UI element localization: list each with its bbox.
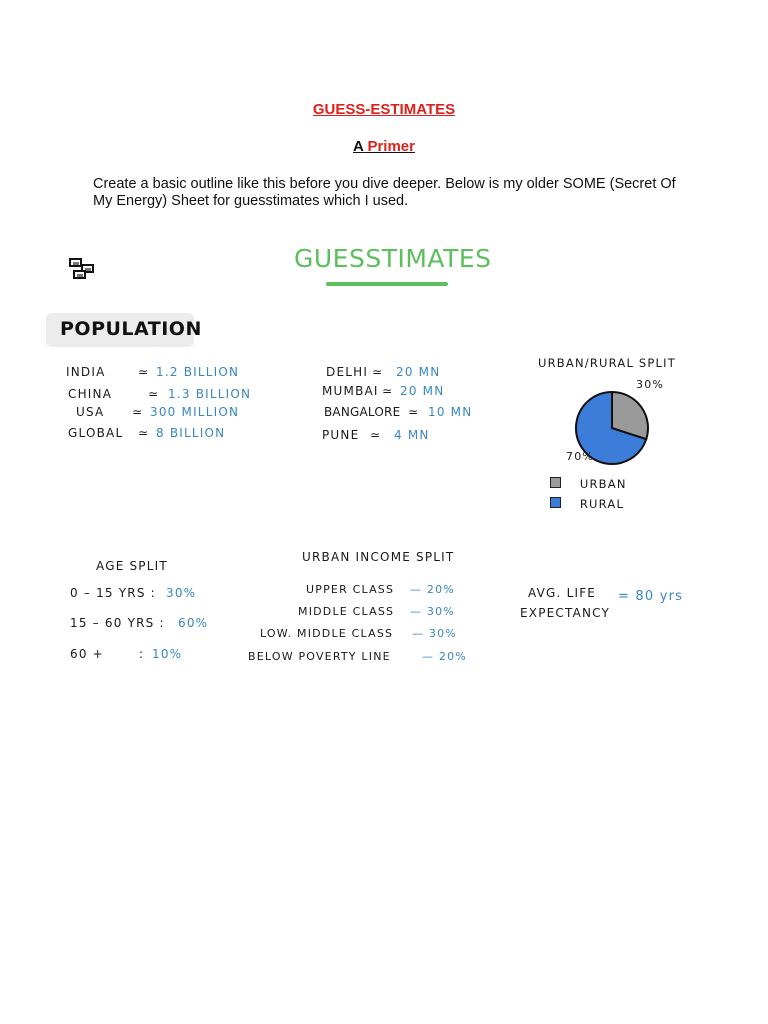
city-row: MUMBAI ≃ 20 MN [322, 384, 445, 398]
life-expectancy-label-2: EXPECTANCY [520, 606, 611, 620]
country-row: INDIA ≃ 1.2 BILLION [66, 365, 240, 379]
sheet-title-underline [326, 282, 448, 286]
country-row: CHINA ≃ 1.3 BILLION [68, 387, 252, 401]
subtitle-prefix: A [353, 138, 364, 155]
life-expectancy-value: = 80 yrs [618, 589, 684, 604]
country-row: USA ≃ 300 MILLION [76, 405, 240, 419]
income-split-heading: URBAN INCOME SPLIT [302, 550, 455, 564]
age-split-row: 0 – 15 YRS : 30% [70, 586, 197, 600]
legend-item-urban: URBAN [550, 477, 627, 491]
age-split-heading: AGE SPLIT [96, 559, 168, 573]
income-split-row: LOW. MIDDLE CLASS — 30% [260, 627, 457, 640]
document-subtitle [0, 138, 768, 155]
legend-swatch-rural [550, 497, 561, 508]
legend-swatch-urban [550, 477, 561, 488]
age-split-row: 60 + : 10% [70, 647, 183, 661]
urban-pct-label: 30% [636, 378, 665, 391]
life-expectancy-label-1: AVG. LIFE [528, 586, 597, 600]
city-row: BANGALORE ≃ 10 MN [324, 405, 473, 419]
document-title: GUESS-ESTIMATES [312, 101, 456, 118]
sheet-title: GUESSTIMATES [294, 244, 492, 273]
subtitle-highlight: Primer [367, 138, 415, 155]
country-row: GLOBAL ≃ 8 BILLION [68, 426, 226, 440]
stacked-pages-icon [68, 257, 96, 281]
urban-rural-heading: URBAN/RURAL SPLIT [538, 356, 676, 370]
income-split-row: MIDDLE CLASS — 30% [298, 605, 455, 618]
income-split-row: BELOW POVERTY LINE — 20% [248, 650, 467, 663]
rural-pct-label: 70% [566, 450, 595, 463]
legend-item-rural: RURAL [550, 497, 624, 511]
intro-paragraph: Create a basic outline like this before you dive deeper. Below is my older SOME (Secret Of My Energy) Sheet for guesstimates which I used. [93, 176, 676, 209]
population-heading: POPULATION [60, 318, 202, 340]
city-row: PUNE ≃ 4 MN [322, 428, 430, 442]
income-split-row: UPPER CLASS — 20% [306, 583, 455, 596]
city-row: DELHI ≃ 20 MN [326, 365, 441, 379]
age-split-row: 15 – 60 YRS : 60% [70, 616, 209, 630]
